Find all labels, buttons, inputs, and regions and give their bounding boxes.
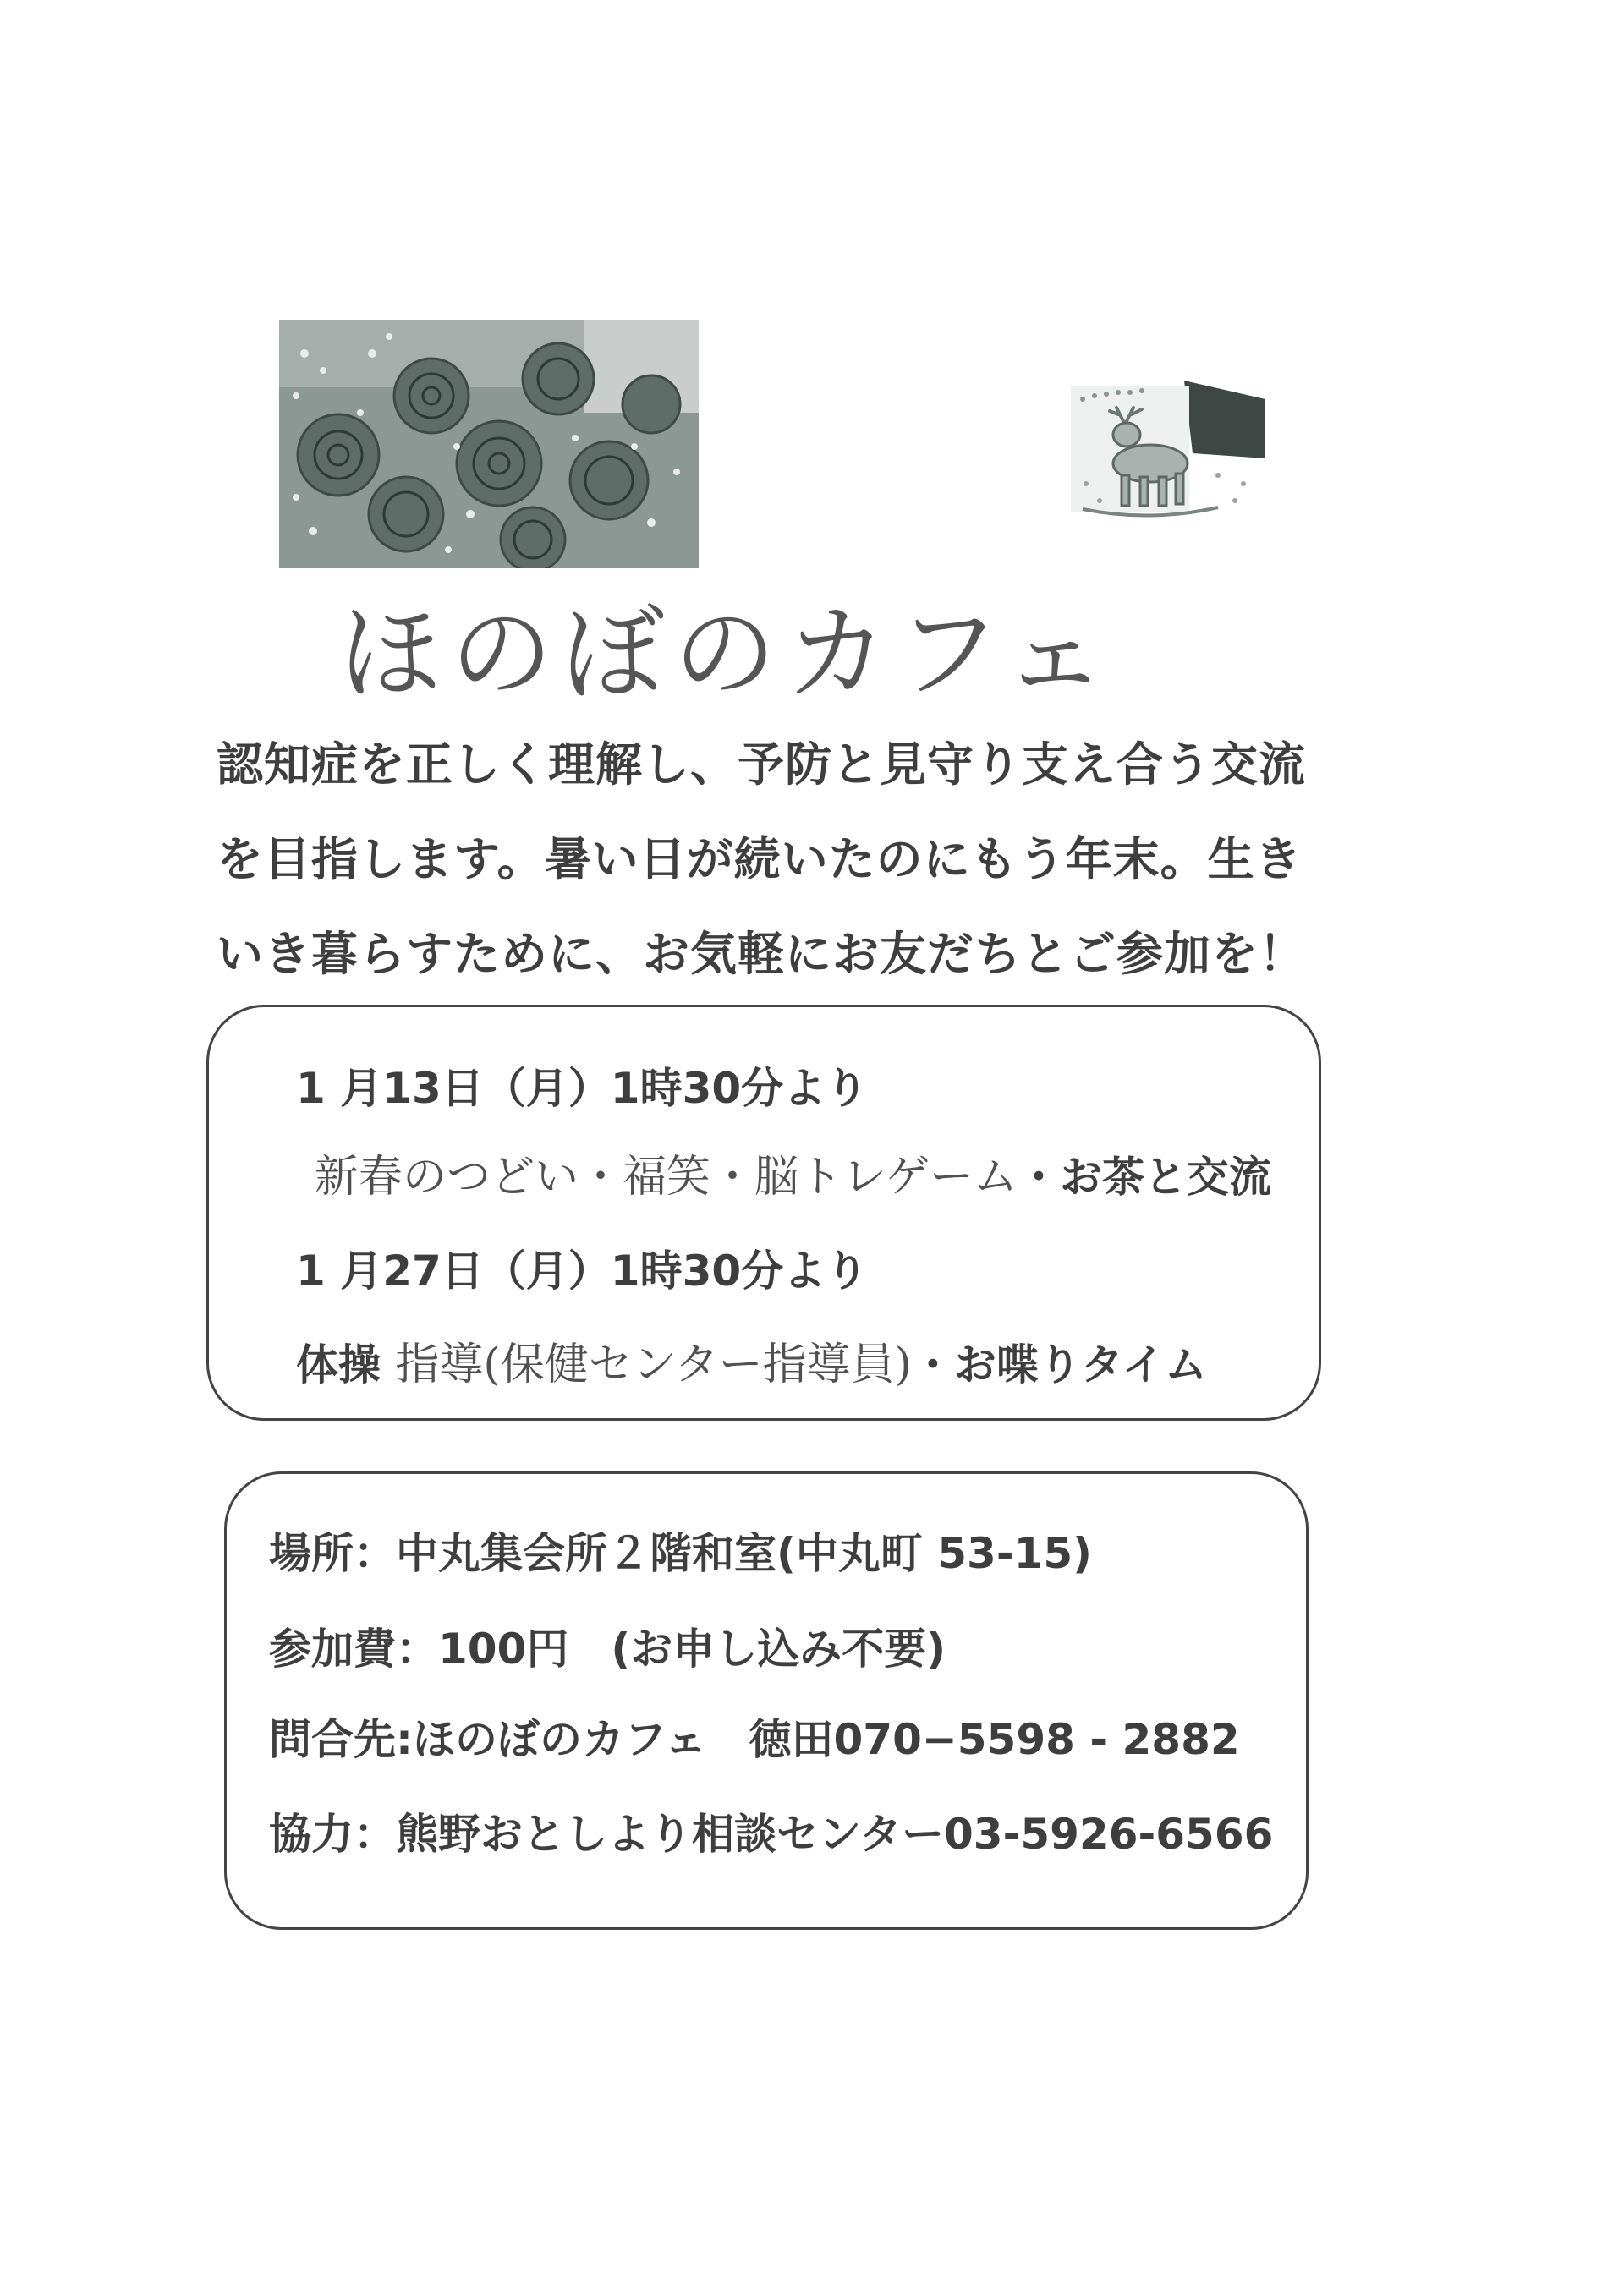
event2-printed-start: 体操 xyxy=(296,1340,381,1389)
contact-line: 問合先:ほのぼのカフェ 徳田070−5598 - 2882 xyxy=(269,1715,1240,1764)
intro-paragraph xyxy=(217,717,1333,1001)
intro-line: 認知症を正しく理解し、予防と見守り支え合う交流 xyxy=(217,737,1307,792)
event2-program xyxy=(296,1340,1207,1390)
event1-handwritten-text: 新春のつどい・福笑・脳トレゲーム xyxy=(315,1152,1018,1203)
place-line: 場所：中丸集会所２階和室(中丸町 53-15) xyxy=(269,1529,1093,1578)
fee-line: 参加費：100円 (お申し込み不要) xyxy=(269,1625,946,1674)
intro-line: いき暮らすために、お気軽にお友だちとご参加を！ xyxy=(217,927,1307,981)
intro-line: を目指します。暑い日が続いたのにもう年末。生き xyxy=(217,832,1303,886)
cooperation-line: 協力：熊野おとしより相談センター03-5926-6566 xyxy=(269,1810,1274,1859)
roses-photo-icon xyxy=(279,320,699,568)
page-title: ほのぼのカフェ xyxy=(338,594,1115,714)
reindeer-card-photo-icon xyxy=(1066,374,1269,526)
event2-printed-end: ・お喋りタイム xyxy=(911,1340,1207,1389)
event1-date: 1 月13日（月）1時30分より xyxy=(296,1064,869,1113)
event2-handwritten-text: 指導(保健センター指導員) xyxy=(395,1340,912,1390)
event1-program xyxy=(315,1152,1271,1203)
event2-date: 1 月27日（月）1時30分より xyxy=(296,1247,869,1296)
event1-printed-text: ・お茶と交流 xyxy=(1017,1153,1271,1202)
